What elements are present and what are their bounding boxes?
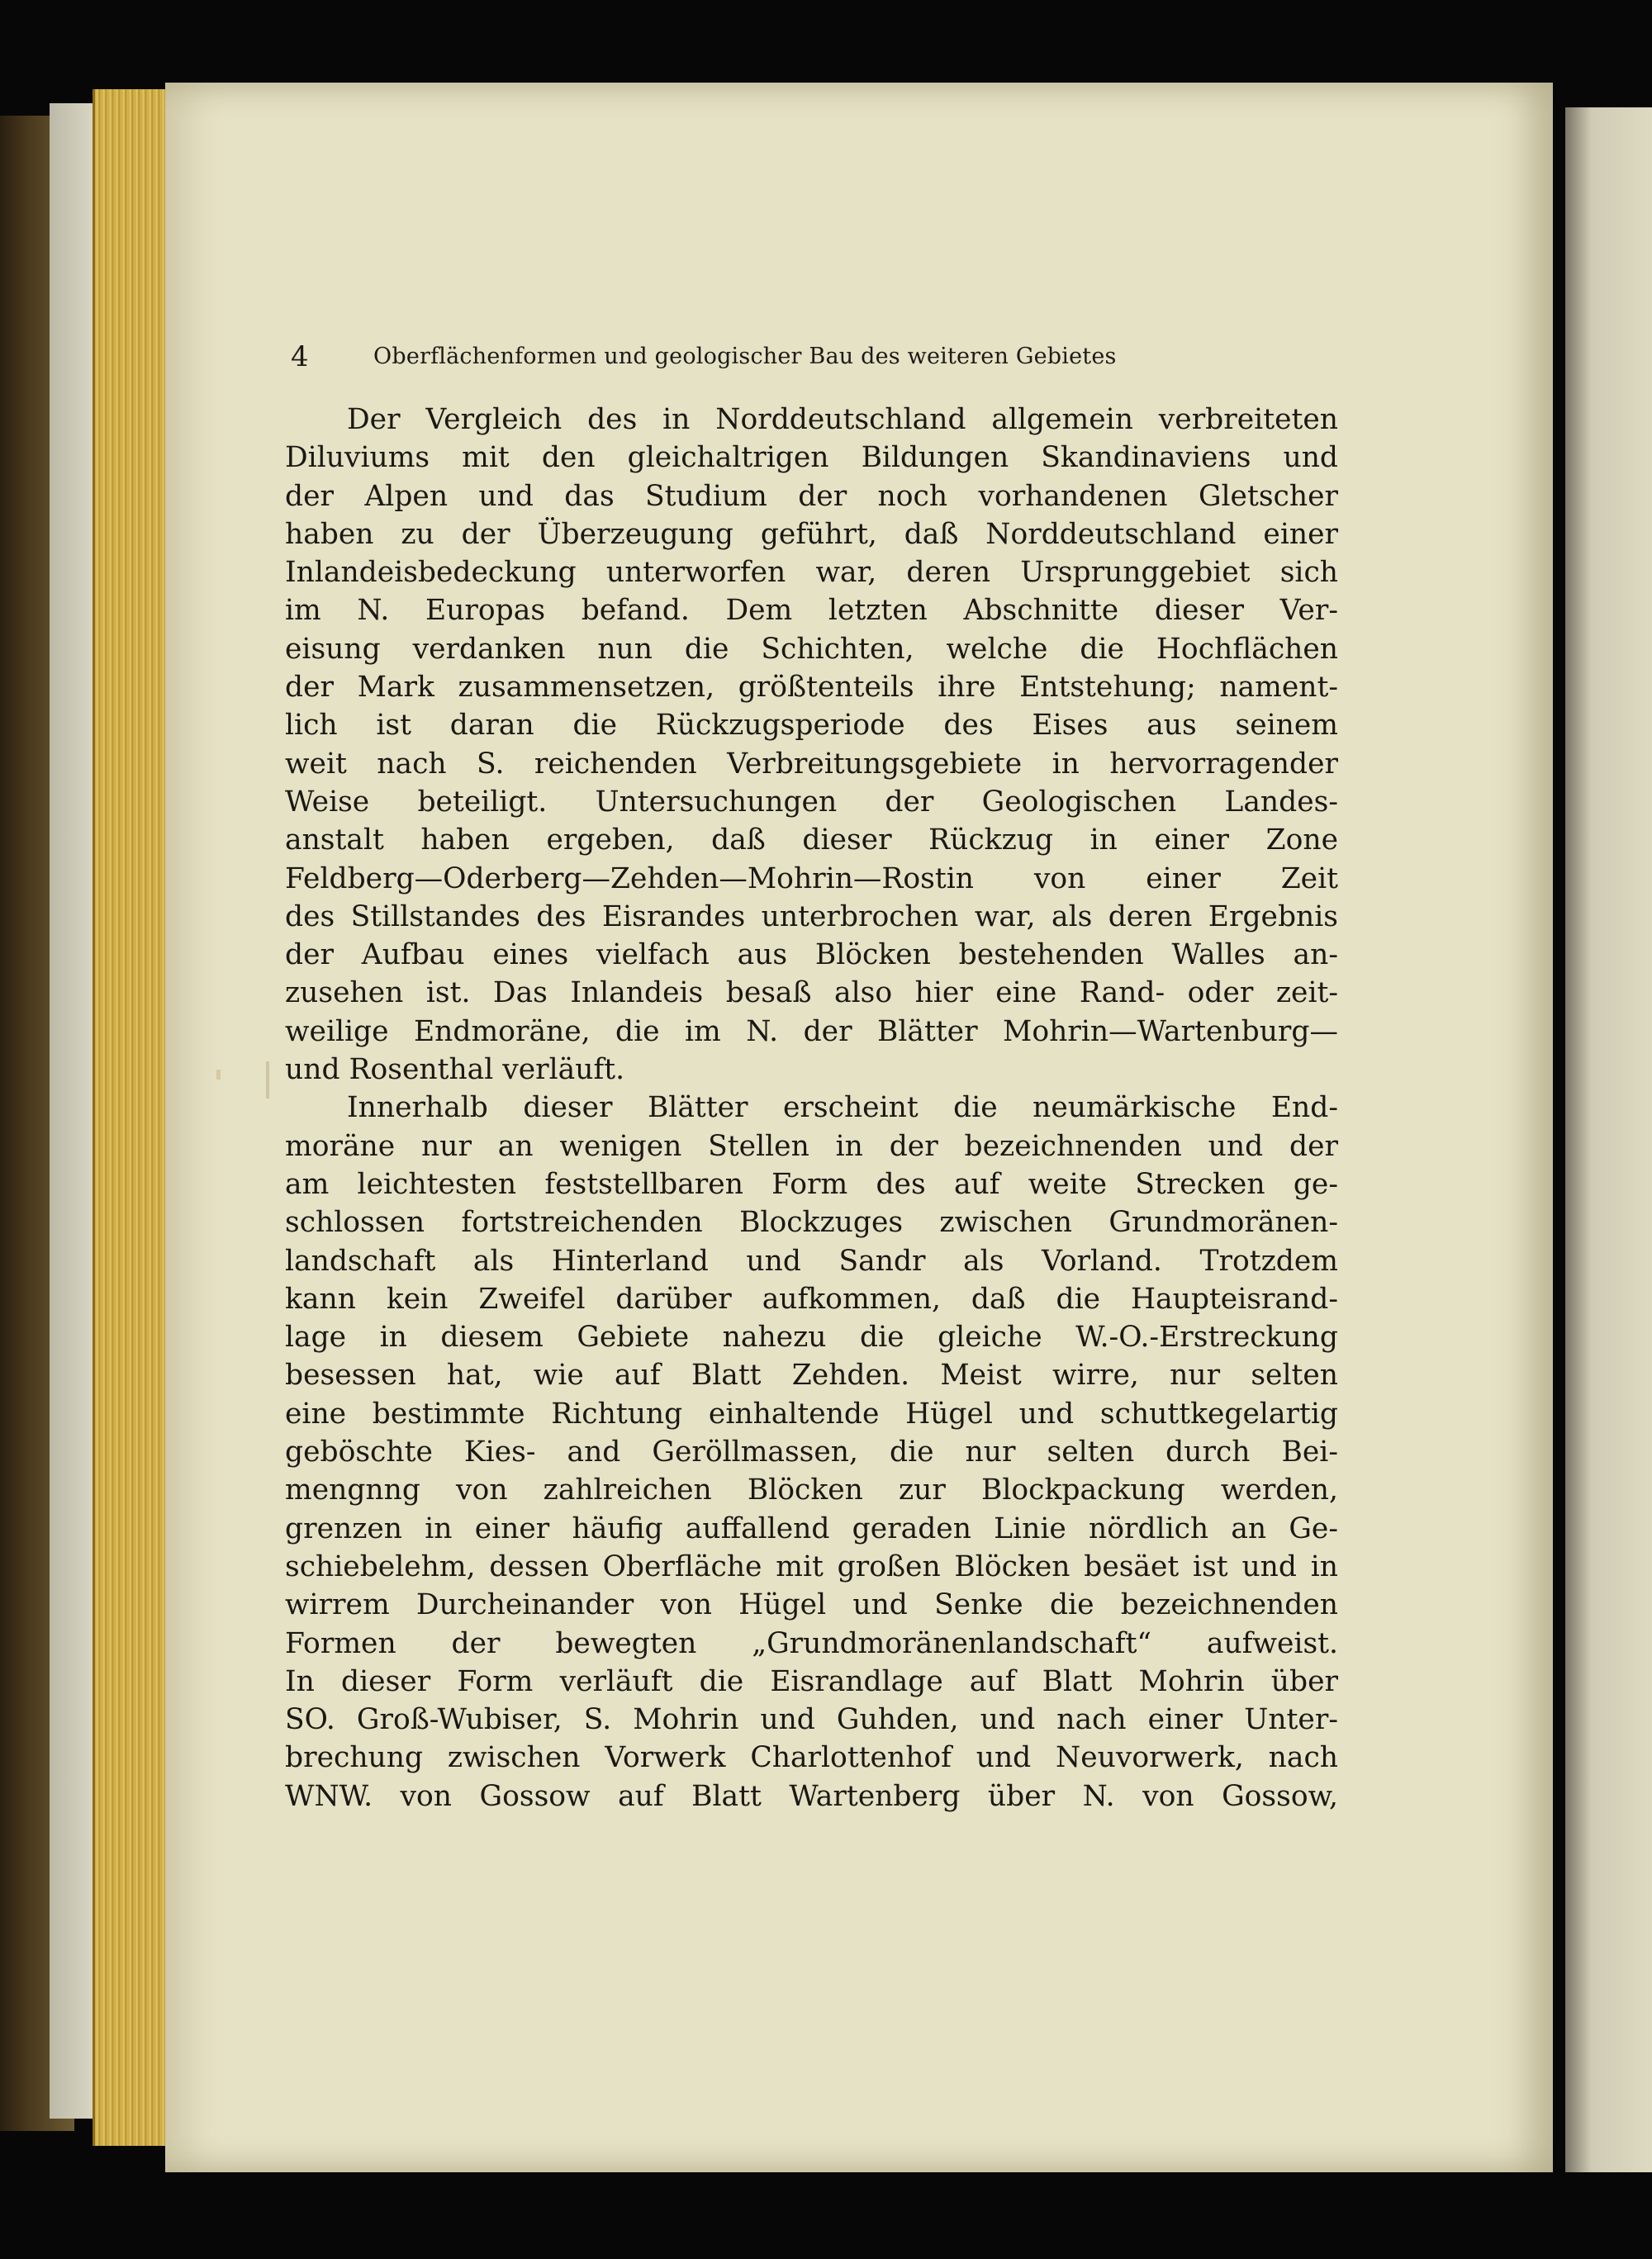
- text-line: des Stillstandes des Eisrandes unterbrochen war, als deren Ergebnis: [285, 899, 1338, 933]
- text-line: zusehen ist. Das Inlandeis besaß also hier eine Rand- oder zeit-: [285, 976, 1338, 1010]
- text-line: lich ist daran die Rückzugsperiode des Eises aus seinem: [285, 709, 1338, 743]
- text-line: am leichtesten feststellbaren Form des auf weite Strecken ge-: [285, 1167, 1338, 1201]
- page-number: 4: [291, 340, 309, 373]
- text-line: der Aufbau eines vielfach aus Blöcken bestehenden Walles an-: [285, 938, 1338, 972]
- text-line: und Rosenthal verläuft.: [285, 1053, 625, 1087]
- text-line: lage in diesem Gebiete nahezu die gleiche W.-O.-Erstreckung: [285, 1321, 1338, 1355]
- text-line: weilige Endmoräne, die im N. der Blätter Mohrin—Wartenburg—: [285, 1014, 1338, 1048]
- text-line: anstalt haben ergeben, daß dieser Rückzug in einer Zone: [285, 823, 1338, 857]
- text-line: In dieser Form verläuft die Eisrandlage auf Blatt Mohrin über: [285, 1664, 1338, 1698]
- text-line: Diluviums mit den gleichaltrigen Bildungen Skandinaviens und: [285, 441, 1338, 475]
- right-facing-page-edge: [1565, 107, 1652, 2172]
- text-line: geböschte Kies- and Geröllmassen, die nur selten durch Bei-: [285, 1436, 1338, 1469]
- text-line: schlossen fortstreichenden Blockzuges zwischen Grundmoränen-: [285, 1206, 1338, 1240]
- text-line: schiebelehm, dessen Oberfläche mit großen Blöcken besäet ist und in: [285, 1550, 1338, 1583]
- gilded-page-edges: [93, 89, 173, 2146]
- text-line: wirrem Durcheinander von Hügel und Senke die bezeichnenden: [285, 1588, 1338, 1622]
- text-line: brechung zwischen Vorwerk Charlottenhof und Neuvorwerk, nach: [285, 1741, 1338, 1775]
- text-line: Der Vergleich des in Norddeutschland allgemein verbreiteten: [347, 403, 1338, 436]
- text-line: Innerhalb dieser Blätter erscheint die neumärkische End-: [347, 1091, 1338, 1125]
- text-line: Weise beteiligt. Untersuchungen der Geologischen Landes-: [285, 785, 1338, 819]
- paragraph-1: [285, 401, 1338, 1089]
- text-line: haben zu der Überzeugung geführt, daß Norddeutschland einer: [285, 517, 1338, 551]
- text-line: landschaft als Hinterland und Sandr als Vorland. Trotzdem: [285, 1244, 1338, 1278]
- text-line: WNW. von Gossow auf Blatt Wartenberg über N. von Gossow,: [285, 1779, 1338, 1813]
- paper-speck: [216, 1070, 221, 1080]
- paper-speck: [266, 1061, 269, 1099]
- paragraph-2: [285, 1089, 1338, 1815]
- text-line: grenzen in einer häufig auffallend geraden Linie nördlich an Ge-: [285, 1512, 1338, 1545]
- text-line: eisung verdanken nun die Schichten, welche die Hochflächen: [285, 632, 1338, 666]
- text-line: SO. Groß-Wubiser, S. Mohrin und Guhden, und nach einer Unter-: [285, 1703, 1338, 1737]
- text-line: mengnng von zahlreichen Blöcken zur Blockpackung werden,: [285, 1474, 1338, 1507]
- body-text: [285, 401, 1338, 1815]
- text-line: im N. Europas befand. Dem letzten Abschnitte dieser Ver-: [285, 594, 1338, 628]
- header-title: Oberflächenformen und geologischer Bau des weiteren Gebietes: [373, 344, 1117, 369]
- text-line: der Alpen und das Studium der noch vorhandenen Gletscher: [285, 479, 1338, 513]
- text-line: der Mark zusammensetzen, größtenteils ihre Entstehung; nament-: [285, 671, 1338, 705]
- text-line: Formen der bewegten „Grundmoränenlandschaft“ aufweist.: [285, 1626, 1338, 1660]
- text-line: moräne nur an wenigen Stellen in der bezeichnenden und der: [285, 1129, 1338, 1163]
- text-line: weit nach S. reichenden Verbreitungsgebiete in hervorragender: [285, 747, 1338, 781]
- text-line: Feldberg—Oderberg—Zehden—Mohrin—Rostin von einer Zeit: [285, 861, 1338, 895]
- text-line: kann kein Zweifel darüber aufkommen, daß die Haupteisrand-: [285, 1282, 1338, 1316]
- text-line: Inlandeisbedeckung unterworfen war, deren Ursprunggebiet sich: [285, 556, 1338, 590]
- text-line: eine bestimmte Richtung einhaltende Hügel und schuttkegelartig: [285, 1397, 1338, 1431]
- text-line: besessen hat, wie auf Blatt Zehden. Meist wirre, nur selten: [285, 1359, 1338, 1393]
